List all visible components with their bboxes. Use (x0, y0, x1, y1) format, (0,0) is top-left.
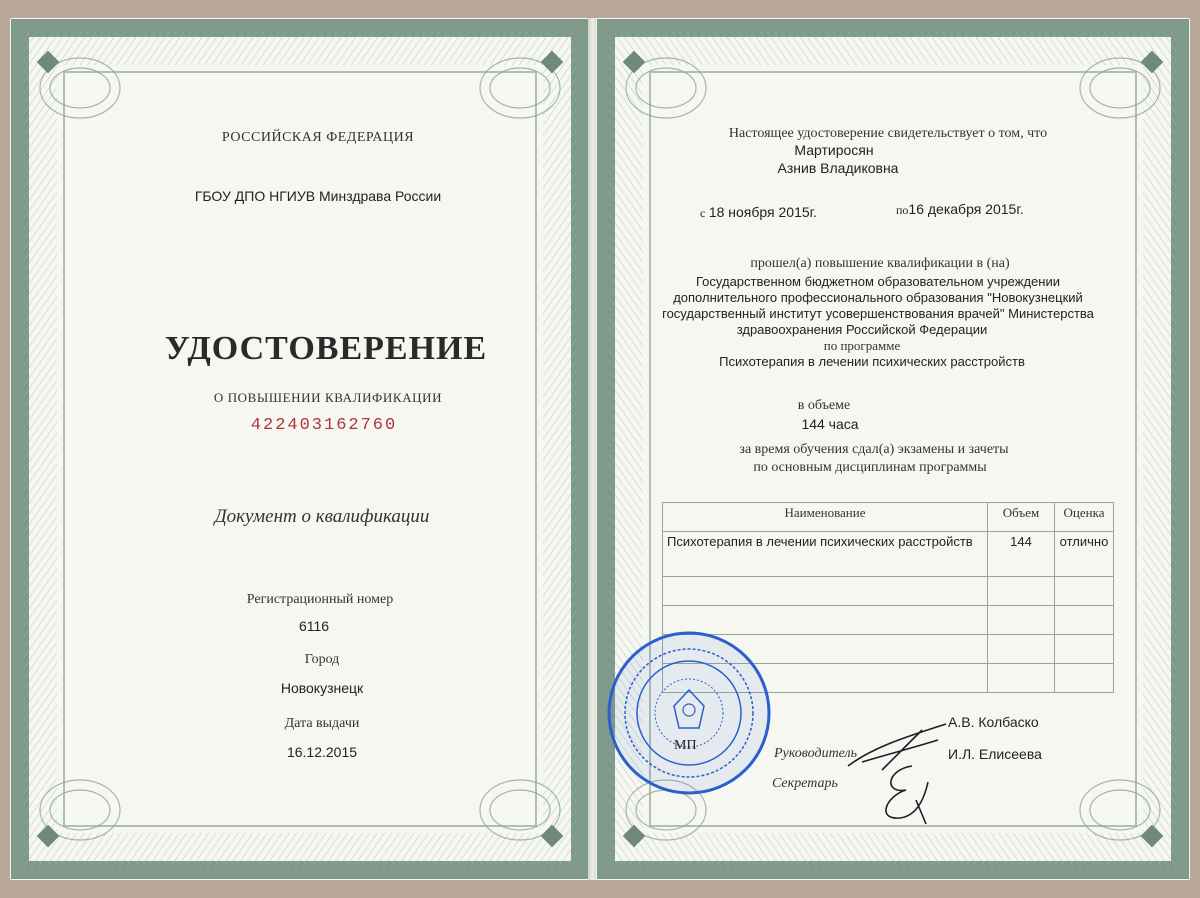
left-page (10, 18, 590, 880)
serial-number: 422403162760 (250, 416, 398, 435)
reg-number-label: Регистрационный номер (246, 592, 394, 607)
table-row (663, 532, 1114, 577)
secretary-signature (866, 760, 946, 830)
reg-number: 6116 (298, 618, 330, 634)
right-page (596, 18, 1190, 880)
from-prefix: с (700, 206, 706, 220)
city: Новокузнецк (280, 680, 364, 696)
course-period (700, 204, 817, 222)
table-cell: отлично (1055, 532, 1114, 577)
table-cell: Психотерапия в лечении психических расстройств (663, 532, 988, 577)
table-row (663, 577, 1114, 606)
column-header: Оценка (1055, 503, 1114, 532)
institution-line: государственный институт усовершенствования врачей" Министерства (662, 306, 1094, 321)
issue-date-label: Дата выдачи (284, 716, 360, 731)
institution-line: здравоохранения Российской Федерации (736, 322, 988, 337)
certificate-subtitle: О ПОВЫШЕНИИ КВАЛИФИКАЦИИ (213, 390, 443, 405)
volume-label: в объеме (797, 398, 851, 413)
country-label: РОССИЙСКАЯ ФЕДЕРАЦИЯ (221, 130, 415, 145)
program-label: по программе (823, 338, 901, 353)
passed-text: прошел(а) повышение квалификации в (на) (750, 256, 1010, 271)
issue-date: 16.12.2015 (286, 744, 358, 760)
exams-text: по основным дисциплинам программы (753, 460, 987, 475)
institution-line: Государственном бюджетном образовательном учреждении (696, 274, 1060, 289)
organization-name: ГБОУ ДПО НГИУВ Минздрава России (194, 188, 442, 204)
from-date: 18 ноября 2015г. (708, 204, 817, 220)
city-label: Город (304, 652, 340, 667)
to-prefix: по (896, 203, 909, 217)
table-header-row (663, 503, 1114, 532)
recipient-surname: Мартиросян (794, 142, 874, 158)
document-type: Документ о квалификации (214, 506, 430, 527)
head-name: А.В. Колбаско (948, 714, 1039, 730)
exams-text: за время обучения сдал(а) экзамены и зачеты (739, 442, 1009, 457)
secretary-label: Секретарь (772, 776, 838, 791)
program-name: Психотерапия в лечении психических расстройств (719, 354, 1025, 369)
to-date: 16 декабря 2015г. (908, 201, 1024, 217)
table-cell: 144 (988, 532, 1055, 577)
column-header: Объем (988, 503, 1055, 532)
certificate-title: УДОСТОВЕРЕНИЕ (164, 330, 488, 367)
secretary-name: И.Л. Елисеева (948, 746, 1042, 762)
intro-text: Настоящее удостоверение свидетельствует о том, что (728, 126, 1048, 141)
institution-line: дополнительного профессионального образования "Новокузнецкий (673, 290, 1083, 305)
stamp-mark: МП (674, 738, 697, 753)
volume-value: 144 часа (801, 416, 859, 432)
column-header: Наименование (663, 503, 988, 532)
recipient-name: Азнив Владиковна (777, 160, 899, 176)
course-period-end (896, 201, 1024, 219)
head-label: Руководитель (774, 746, 858, 761)
official-stamp (604, 628, 774, 798)
